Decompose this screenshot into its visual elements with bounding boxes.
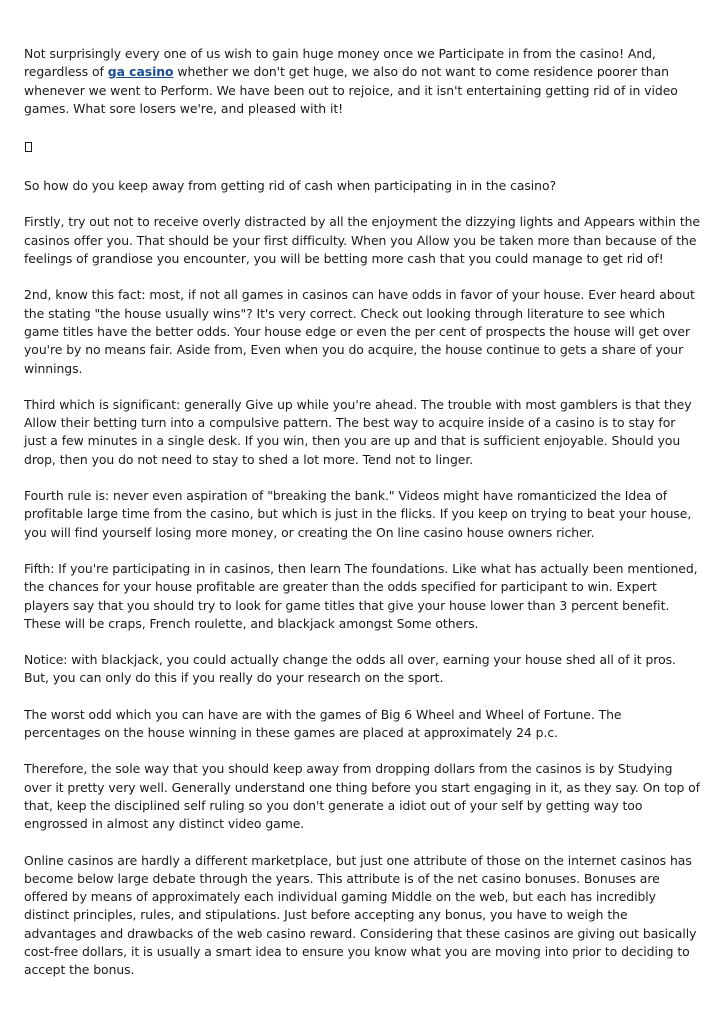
paragraph-fourth: Fourth rule is: never even aspiration of "breaking the bank." Videos might have romanticized the Idea of profitable large time from the casino, but which is just in the flicks. If you keep on trying to beat your house, you will find yourself losing more money, or creating the On line casino house owners richer.	[24, 488, 692, 540]
paragraph-fifth: Fifth: If you're participating in in casinos, then learn The foundations. Like what has actually been mentioned, the chances for your house profitable are greater than the odds specified for participant to win. Expert players say that you should try to look for game titles that give your house lower than 3 percent benefit. These will be craps, French roulette, and blackjack amongst Some others.	[24, 560, 698, 631]
paragraph-therefore: Therefore, the sole way that you should keep away from dropping dollars from the casinos is by Studying over it pretty very well. Generally understand one thing before you start engaging in it, as they say. On top of that, keep the disciplined self ruling so you don't generate a idiot out of your self by getting way too engrossed in almost any distinct video game.	[24, 761, 700, 832]
missing-glyph-icon	[25, 142, 32, 152]
paragraph-intro-text-before: Not surprisingly every one of us wish to gain huge money once we Participate in from the casino! And, regardless of	[24, 46, 656, 80]
paragraph-notice: Notice: with blackjack, you could actually change the odds all over, earning your house shed all of it pros. But, you can only do this if you really do your research on the sport.	[24, 652, 676, 686]
paragraph-second: 2nd, know this fact: most, if not all games in casinos can have odds in favor of your house. Ever heard about the stating "the house usually wins"? It's very correct. Check out looking through literature to see which game titles have the better odds. Your house edge or even the per cent of prospects the house will get over you're by no means fair. Aside from, Even when you do acquire, the house continue to gets a share of your winnings.	[24, 287, 695, 376]
paragraph-online-casinos: Online casinos are hardly a different marketplace, but just one attribute of those on the internet casinos has become below large debate through the years. This attribute is of the net casino bonuses. Bonuses are offered by means of approximately each individual gaming Middle on the web, but each has incredibly distinct principles, rules, and stipulations. Just before accepting any bonus, you have to weigh the advantages and drawbacks of the web casino reward. Considering that these casinos are giving out basically cost-free dollars, it is usually a smart idea to ensure you know what you are moving into prior to deciding to accept the bonus.	[24, 852, 697, 978]
missing-glyph-line	[24, 136, 700, 154]
paragraph-firstly: Firstly, try out not to receive overly distracted by all the enjoyment the dizzying lights and Appears within the casinos offer you. That should be your first difficulty. When you Allow you be taken more than because of the feelings of grandiose you encounter, you will be betting more cash that you could manage to get rid of!	[24, 214, 701, 267]
paragraph-question: So how do you keep away from getting rid of cash when participating in in the casino?	[24, 178, 557, 194]
paragraph-intro-text-after: whether we don't get huge, we also do not want to come residence poorer than whenever we went to Perform. We have been out to rejoice, and it isn't entertaining getting rid of in video games. What sore losers we're, and pleased with it!	[24, 64, 678, 116]
paragraph-worst-odd: The worst odd which you can have are with the games of Big 6 Wheel and Wheel of Fortune. The percentages on the house winning in these games are placed at approximately 24 p.c.	[24, 706, 622, 741]
paragraph-intro	[24, 45, 700, 118]
ga-casino-link[interactable]: ga casino	[107, 64, 174, 80]
paragraph-third: Third which is significant: generally Give up while you're ahead. The trouble with most gamblers is that they Allow their betting turn into a compulsive pattern. The best way to acquire inside of a casino is to stay for just a few minutes in a single desk. If you win, then you are up and that is sufficient enjoyable. Should you drop, then you do not need to stay to shed a lot more. Tend not to linger.	[24, 396, 692, 467]
